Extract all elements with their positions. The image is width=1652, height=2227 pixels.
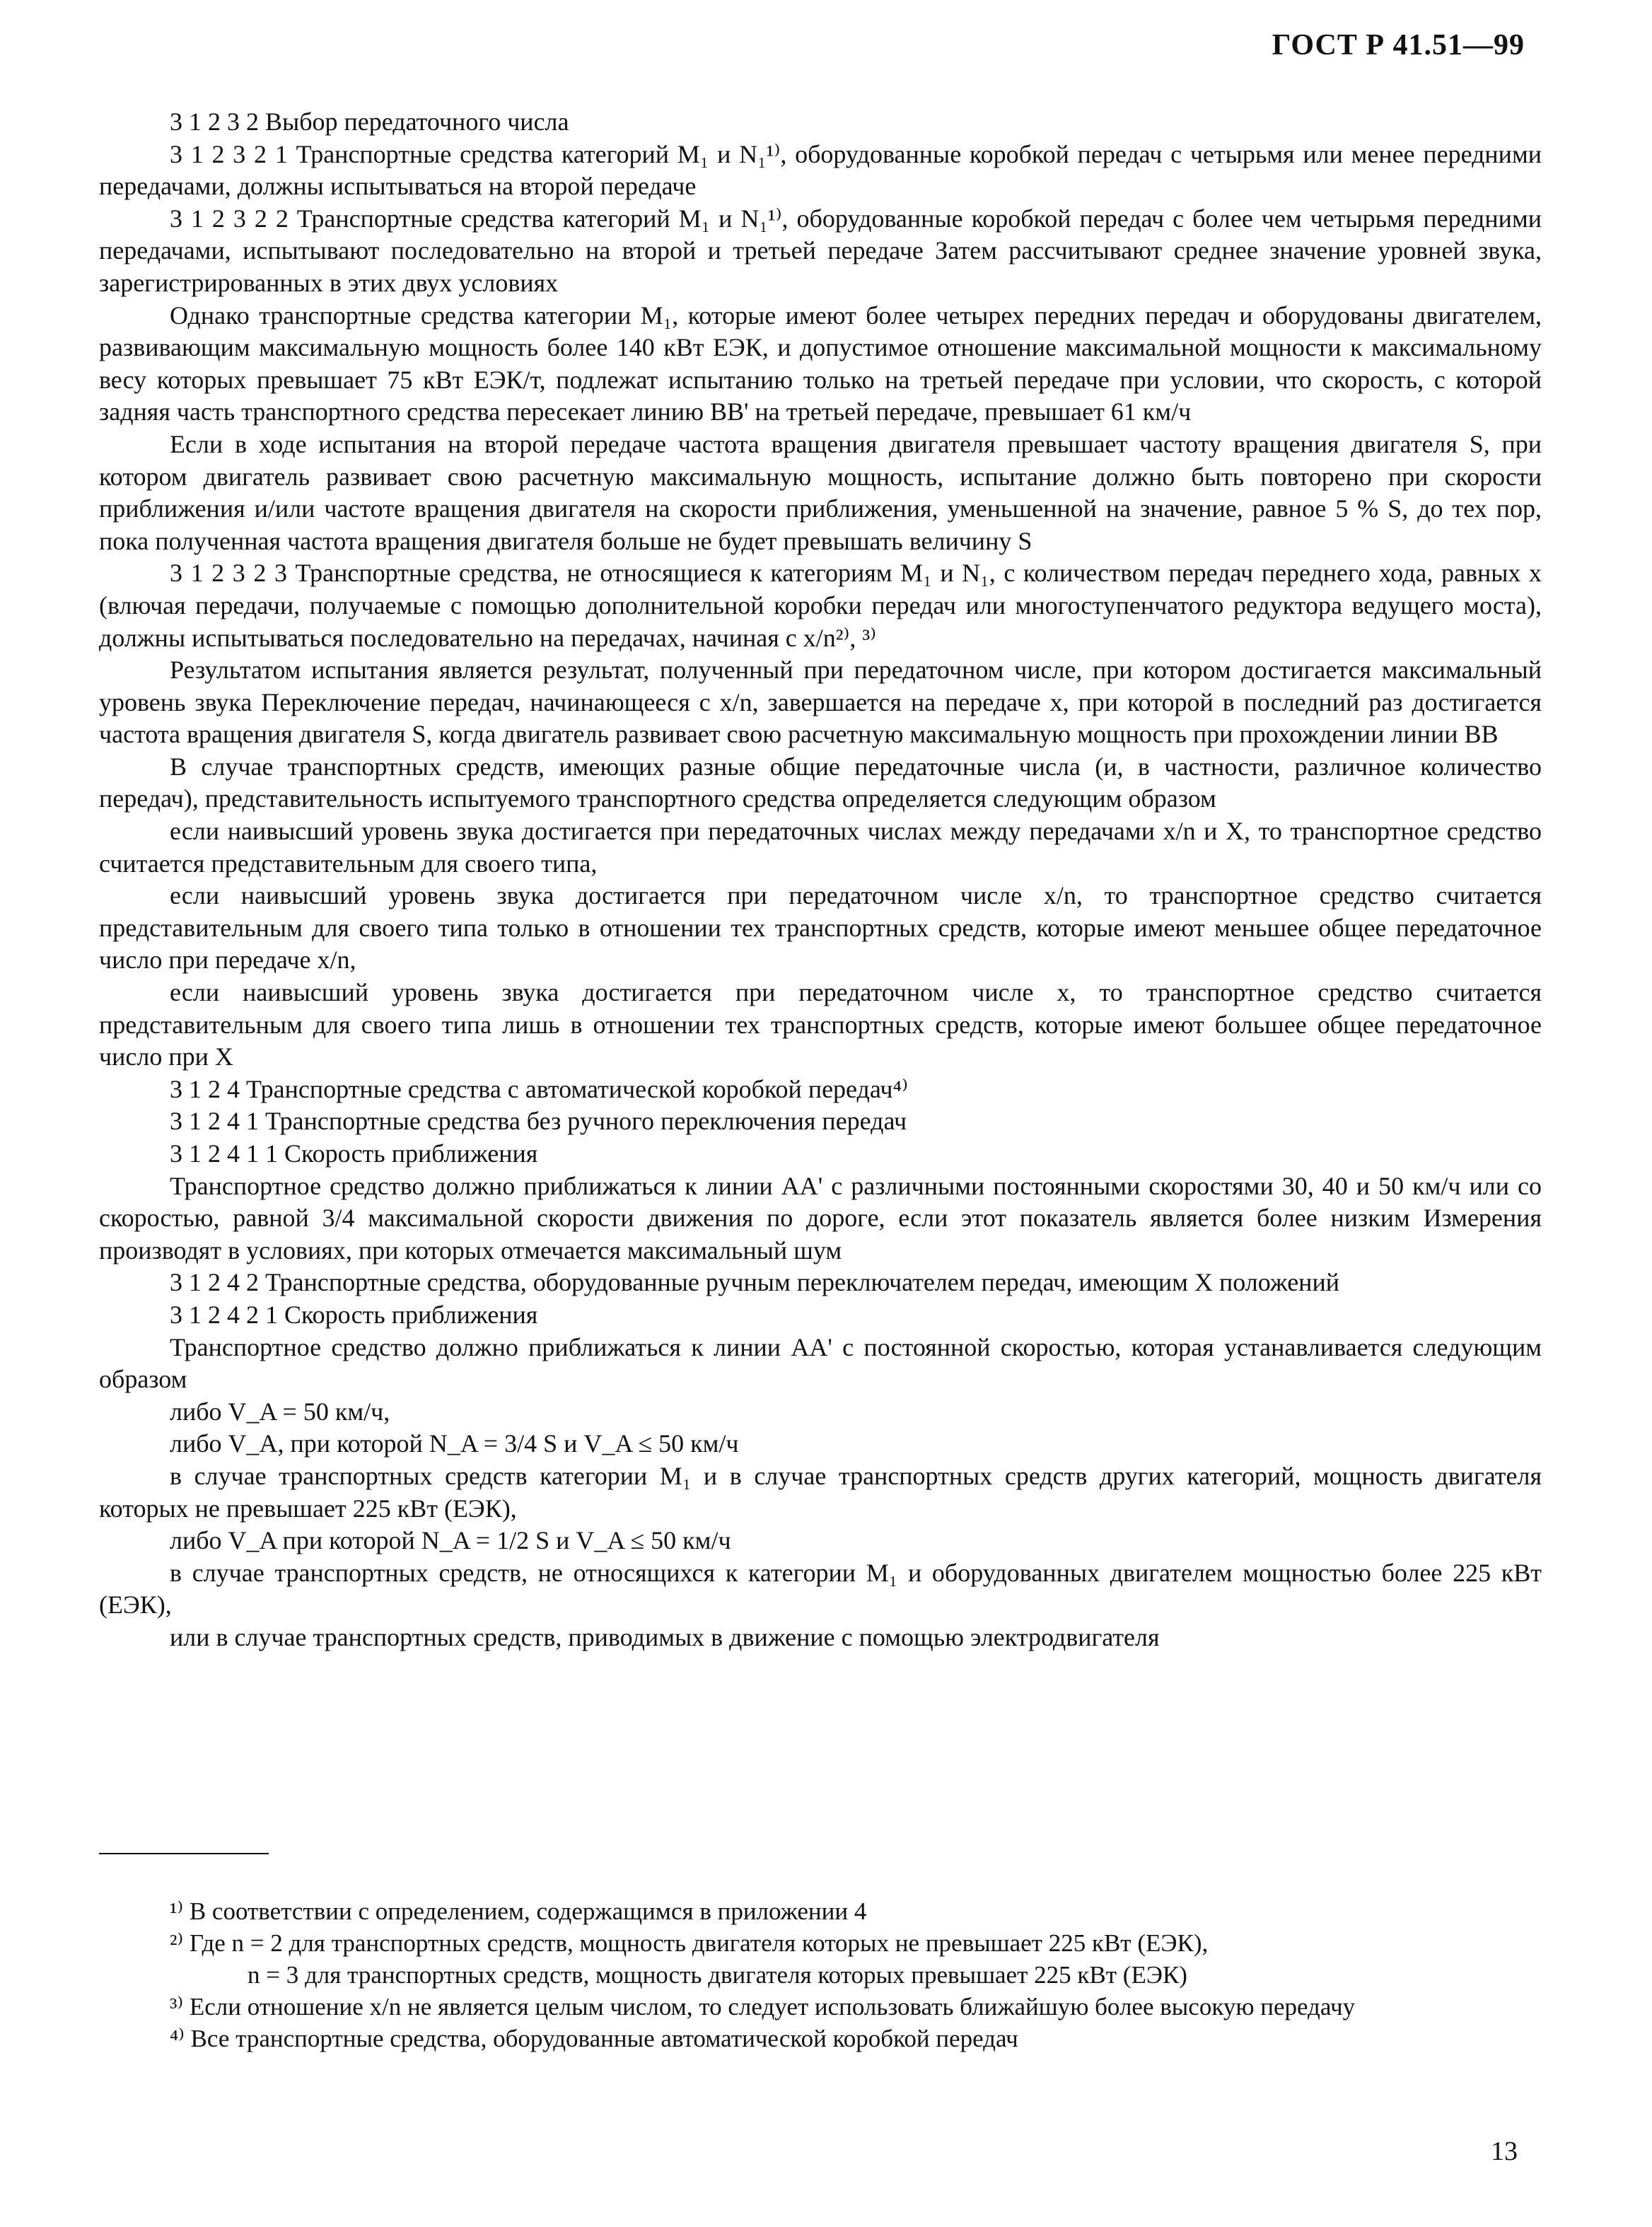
paragraph: Однако транспортные средства категории M₁, которые имеют более четырех передних передач и оборудованы двигателем, развивающим максимальную мощность более 140 кВт ЕЭК, и допустимое отношение максимальной мощности к максимальному весу которых превышает 75 кВт ЕЭК/т, подлежат испытанию только на третьей передаче при условии, что скорость, с которой задняя часть транспортного средства пересекает линию BB' на третьей передаче, превышает 61 км/ч [99, 301, 1542, 426]
paragraph: Если в ходе испытания на второй передаче частота вращения двигателя превышает частоту вращения двигателя S, при котором двигатель развивает свою расчетную максимальную мощность, испытание должно быть повторено при скорости приближения и/или частоте вращения двигателя на скорости приближения, уменьшенной на значение, равное 5 % S, до тех пор, пока полученная частота вращения двигателя больше не будет превышать величину S [99, 429, 1542, 555]
list-item: если наивысший уровень звука достигается при передаточных числах между передачами x/n и X, то транспортное средство считается представительным для своего типа, [99, 817, 1542, 878]
footnote: ³⁾ Если отношение x/n не является целым числом, то следует использовать ближайшую более высокую передачу [170, 1993, 1356, 2020]
footnotes [99, 1895, 1542, 2054]
footnote: ⁴⁾ Все транспортные средства, оборудованные автоматической коробкой передач [170, 2025, 1018, 2052]
paragraph: 3 1 2 3 2 2 Транспортные средства категорий M₁ и N₁¹⁾, оборудованные коробкой передач с более чем четырьмя передними передачами, испытывают последовательно на второй и третьей передаче Затем рассчитывают среднее значение уровней звука, зарегистрированных в этих двух условиях [99, 204, 1542, 297]
paragraph: 3 1 2 3 2 Выбор передаточного числа [170, 107, 569, 136]
paragraph: или в случае транспортных средств, приводимых в движение с помощью электродвигателя [170, 1622, 1160, 1651]
document-header: ГОСТ Р 41.51—99 [1272, 29, 1525, 62]
section-heading: 3 1 2 4 2 Транспортные средства, оборудованные ручным переключателем передач, имеющим X положений [170, 1268, 1339, 1297]
paragraph: в случае транспортных средств, не относящихся к категории M₁ и оборудованных двигателем мощностью более 225 кВт (ЕЭК), [99, 1558, 1542, 1620]
paragraph: 3 1 2 3 2 3 Транспортные средства, не относящиеся к категориям M₁ и N₁, с количеством передач переднего хода, равных x (влючая передачи, получаемые с помощью дополнительной коробки передач или многоступенчатого редуктора ведущего моста), должны испытываться последовательно на передачах, начиная с x/n²⁾, ³⁾ [99, 559, 1542, 652]
formula-line: либо V_A при которой N_A = 1/2 S и V_A ≤ 50 км/ч [170, 1526, 731, 1555]
footnote: ¹⁾ В соответствии с определением, содержащимся в приложении 4 [170, 1897, 867, 1925]
list-item: если наивысший уровень звука достигается при передаточном числе x, то транспортное средство считается представительным для своего типа лишь в отношении тех транспортных средств, которые имеют большее общее передаточное число при X [99, 978, 1542, 1071]
section-heading: 3 1 2 4 1 Транспортные средства без ручного переключения передач [170, 1107, 907, 1136]
paragraph: Транспортное средство должно приближаться к линии AA' с различными постоянными скоростями 30, 40 и 50 км/ч или со скоростью, равной 3/4 максимальной скорости движения по дороге, если этот показатель является более низким Измерения производят в условиях, при которых отмечается максимальный шум [99, 1171, 1542, 1264]
footnote-continuation: n = 3 для транспортных средств, мощность двигателя которых превышает 225 кВт (ЕЭК) [248, 1961, 1187, 1989]
list-item: если наивысший уровень звука достигается при передаточном числе x/n, то транспортное средство считается представительным для своего типа только в отношении тех транспортных средств, которые имеют меньшее общее передаточное число при передаче x/n, [99, 881, 1542, 975]
page-number: 13 [1491, 2136, 1518, 2166]
footnote: ²⁾ Где n = 2 для транспортных средств, мощность двигателя которых не превышает 225 кВт (ЕЭК), [170, 1929, 1209, 1957]
section-heading: 3 1 2 4 1 1 Скорость приближения [170, 1139, 538, 1168]
paragraph: Транспортное средство должно приближаться к линии AA' с постоянной скоростью, которая устанавливается следующим образом [99, 1332, 1542, 1394]
formula-line: либо V_A, при которой N_A = 3/4 S и V_A ≤ 50 км/ч [170, 1429, 739, 1458]
section-heading: 3 1 2 4 Транспортные средства с автоматической коробкой передач⁴⁾ [170, 1074, 908, 1103]
paragraph: в случае транспортных средств категории M₁ и в случае транспортных средств других категорий, мощность двигателя которых не превышает 225 кВт (ЕЭК), [99, 1461, 1542, 1523]
section-heading: 3 1 2 4 2 1 Скорость приближения [170, 1300, 538, 1329]
formula-line: либо V_A = 50 км/ч, [170, 1397, 390, 1426]
paragraph: В случае транспортных средств, имеющих разные общие передаточные числа (и, в частности, различное количество передач), представительность испытуемого транспортного средства определяется следующим образом [99, 752, 1542, 813]
main-text [99, 106, 1542, 1654]
paragraph: 3 1 2 3 2 1 Транспортные средства категорий M₁ и N₁¹⁾, оборудованные коробкой передач с четырьмя или менее передними передачами, должны испытываться на второй передаче [99, 139, 1542, 201]
paragraph: Результатом испытания является результат, полученный при передаточном числе, при котором достигается максимальный уровень звука Переключение передач, начинающееся с x/n, завершается на передаче x, при которой в последний раз достигается частота вращения двигателя S, когда двигатель развивает свою расчетную максимальную мощность при прохождении линии BB [99, 656, 1542, 749]
footnote-separator [99, 1853, 269, 1854]
